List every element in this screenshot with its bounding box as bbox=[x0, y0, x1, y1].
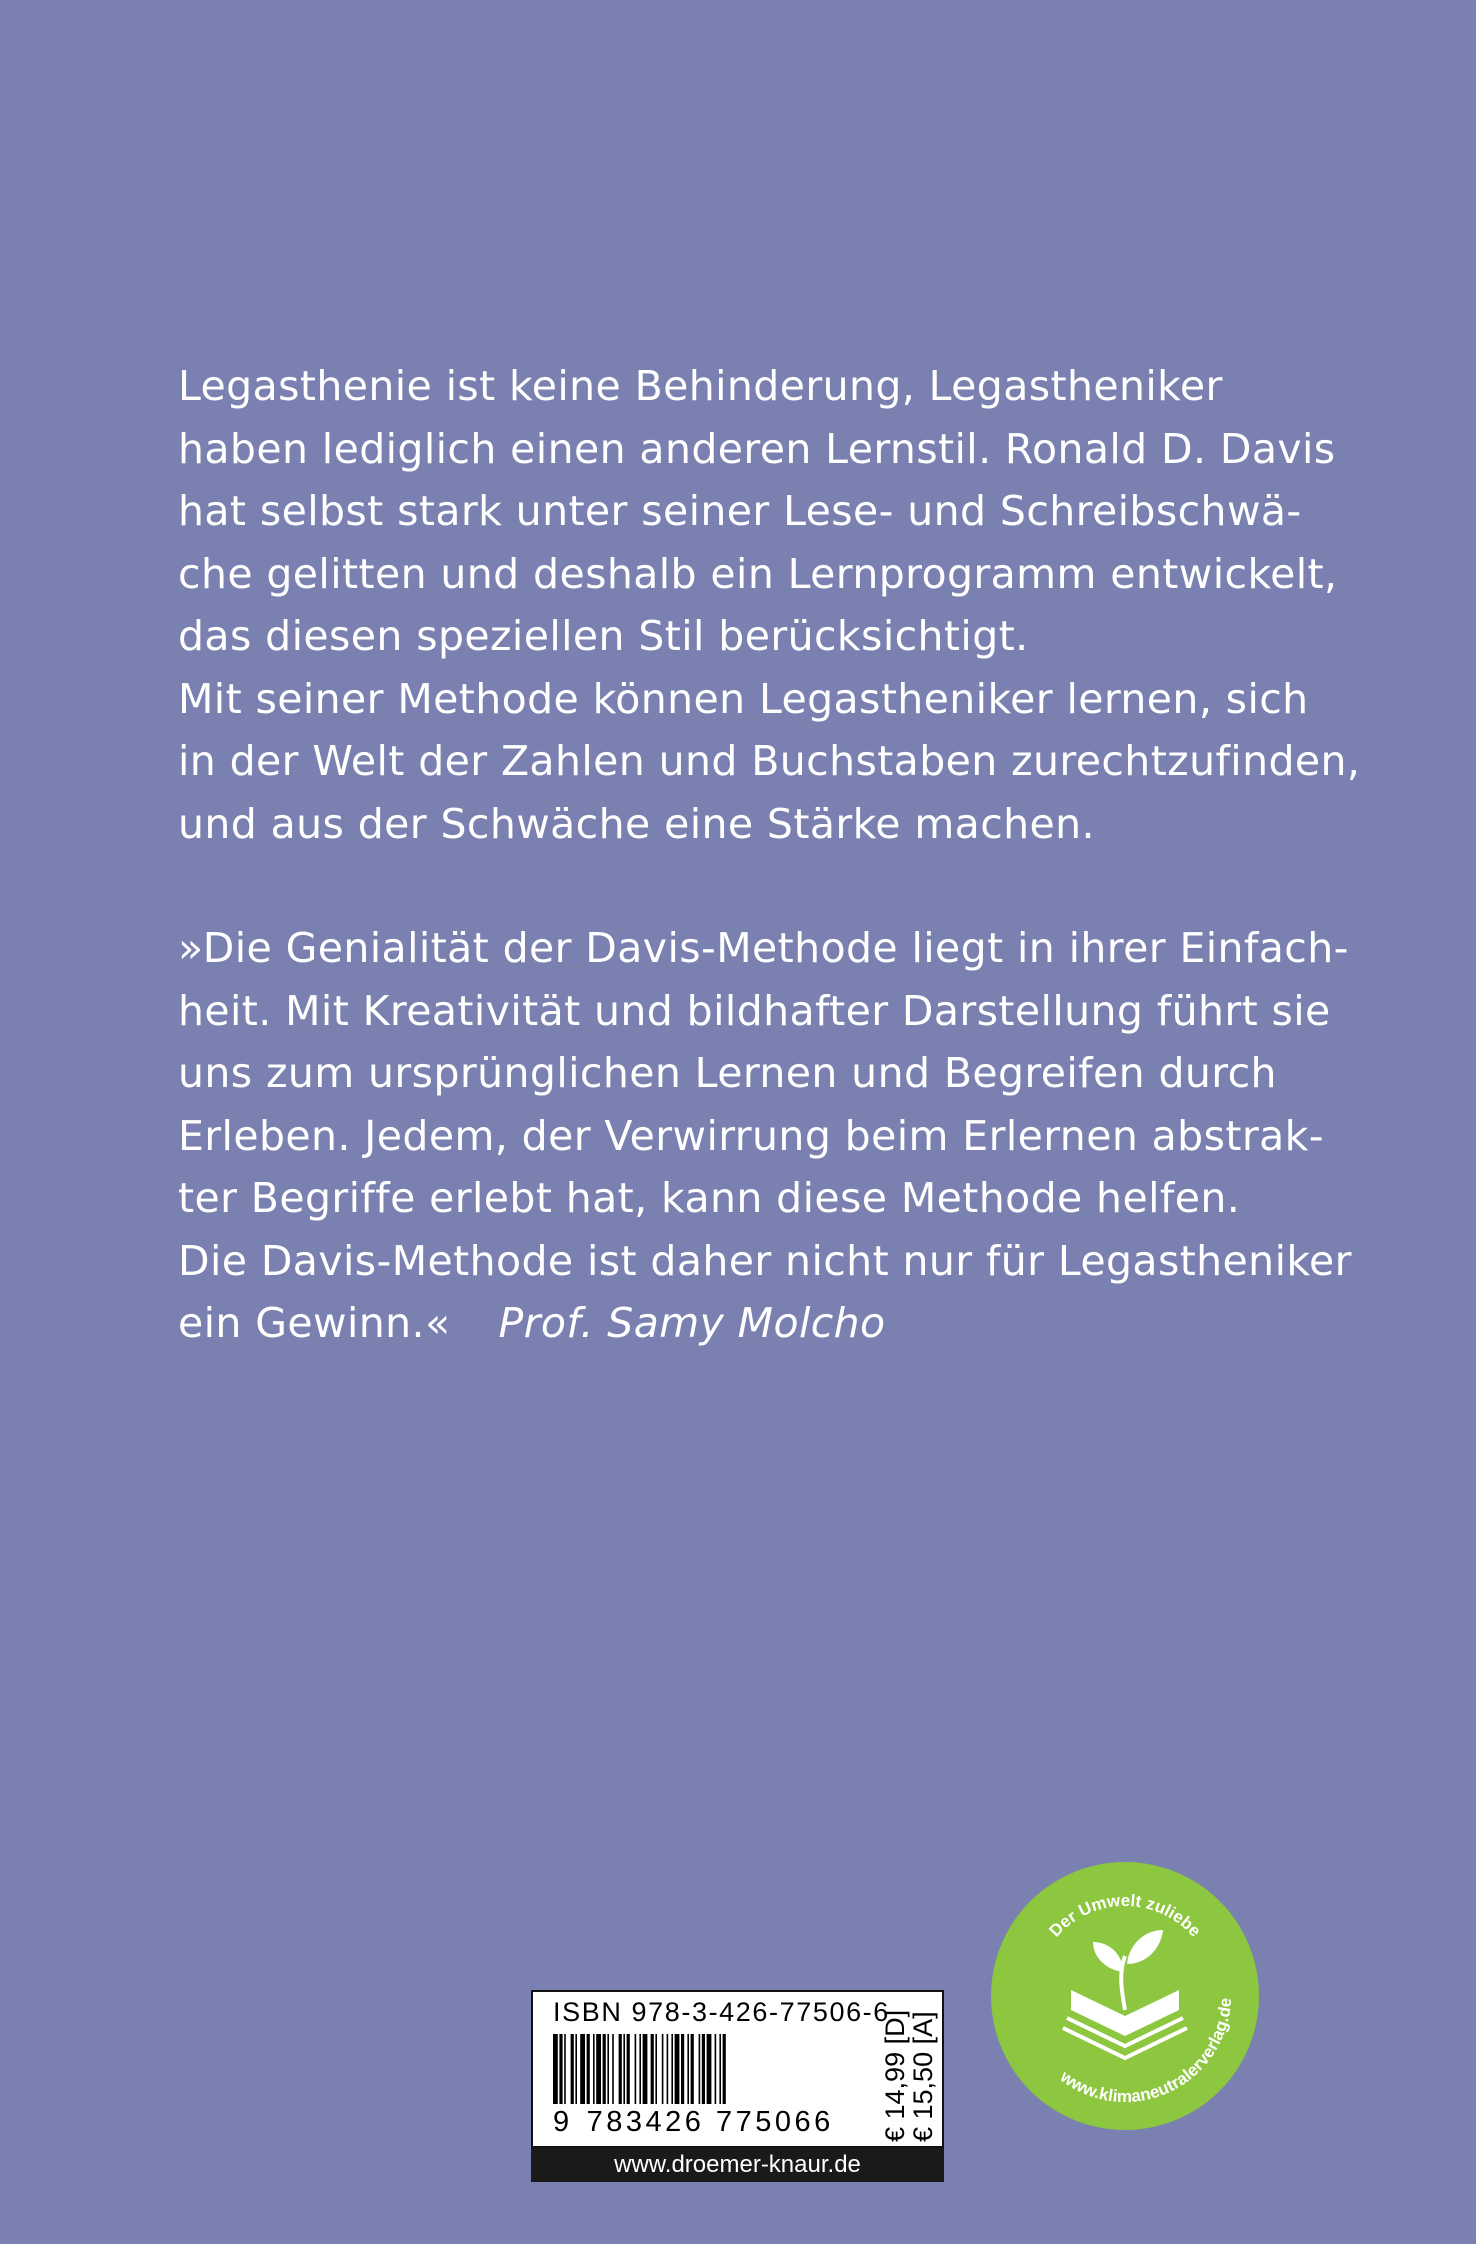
quote-line: ter Begriffe erlebt hat, kann diese Methode helfen. bbox=[178, 1174, 1241, 1222]
quote-line: heit. Mit Kreativität und bildhafter Darstellung führt sie bbox=[178, 986, 1331, 1035]
badge-top-text: Der Umwelt zuliebe bbox=[1045, 1890, 1205, 1941]
barcode-bar bbox=[575, 2034, 577, 2104]
barcode-bar bbox=[662, 2034, 664, 2104]
quote-line: Die Davis-Methode ist daher nicht nur für Legastheniker bbox=[178, 1236, 1352, 1285]
barcode-bar bbox=[627, 2034, 630, 2104]
barcode-bar bbox=[643, 2034, 648, 2104]
ean-group-2: 775066 bbox=[715, 2106, 834, 2138]
barcode-bar bbox=[699, 2034, 701, 2104]
barcode-bar bbox=[635, 2034, 637, 2104]
quote-line: uns zum ursprünglichen Lernen und Begreifen durch bbox=[178, 1049, 1277, 1097]
quote-end: ein Gewinn.« bbox=[178, 1299, 451, 1347]
barcode-bar bbox=[564, 2034, 566, 2104]
barcode-bar bbox=[603, 2034, 606, 2104]
barcode-bars bbox=[553, 2034, 871, 2104]
climate-neutral-badge bbox=[989, 1860, 1261, 2132]
barcode-bar bbox=[607, 2034, 609, 2104]
isbn-number: ISBN 978-3-426-77506-6 bbox=[553, 1997, 890, 2027]
blurb-line: in der Welt der Zahlen und Buchstaben zurechtzufinden, bbox=[178, 737, 1361, 785]
barcode-bar bbox=[687, 2034, 689, 2104]
barcode-bar bbox=[571, 2034, 574, 2104]
barcode-bar bbox=[671, 2034, 673, 2104]
paragraph-gap bbox=[178, 855, 1338, 917]
barcode-bar bbox=[667, 2034, 669, 2104]
barcode-bar bbox=[655, 2034, 657, 2104]
barcode-bar bbox=[619, 2034, 622, 2104]
ean-digits bbox=[553, 2106, 871, 2139]
barcode-bar bbox=[587, 2034, 590, 2104]
badge-bottom-text: www.klimaneutralerverlag.de bbox=[1056, 1997, 1236, 2107]
ean-first-digit: 9 bbox=[553, 2106, 573, 2138]
blurb-line: und aus der Schwäche eine Stärke machen. bbox=[178, 799, 1095, 848]
isbn-barcode bbox=[531, 1990, 944, 2148]
ean-group-1: 783426 bbox=[586, 2106, 705, 2138]
barcode-bar bbox=[675, 2034, 680, 2104]
barcode-bar bbox=[707, 2034, 712, 2104]
barcode-bar bbox=[719, 2034, 721, 2104]
blurb-line: das diesen speziellen Stil berücksichtigt. bbox=[178, 612, 1029, 660]
barcode-bar bbox=[580, 2034, 585, 2104]
barcode-bar bbox=[639, 2034, 641, 2104]
price-germany: € 14,99 [D] bbox=[880, 2009, 910, 2142]
quote-last-line bbox=[178, 1292, 1338, 1355]
quote-line: Erleben. Jedem, der Verwirrung beim Erlernen abstrak- bbox=[178, 1111, 1324, 1160]
back-cover-blurb bbox=[178, 355, 1361, 1355]
barcode-bar bbox=[651, 2034, 654, 2104]
blurb-line: hat selbst stark unter seiner Lese- und Schreibschwä- bbox=[178, 487, 1302, 535]
barcode-bar bbox=[715, 2034, 717, 2104]
quote-line: »Die Genialität der Davis-Methode liegt in ihrer Einfach- bbox=[178, 924, 1349, 972]
barcode-bar bbox=[723, 2034, 726, 2104]
barcode-bar bbox=[612, 2034, 614, 2104]
blurb-line: Mit seiner Methode können Legastheniker lernen, sich bbox=[178, 674, 1309, 723]
price-austria: € 15,50 [A] bbox=[908, 2011, 938, 2142]
barcode-bar bbox=[681, 2034, 684, 2104]
blurb-line: che gelitten und deshalb ein Lernprogramm entwickelt, bbox=[178, 549, 1338, 598]
quote-author: Prof. Samy Molcho bbox=[498, 1299, 886, 1347]
barcode-bar bbox=[593, 2034, 595, 2104]
barcode-bar bbox=[702, 2034, 705, 2104]
publisher-url: www.droemer-knaur.de bbox=[531, 2148, 944, 2182]
barcode-bar bbox=[559, 2034, 562, 2104]
barcode-bar bbox=[553, 2034, 558, 2104]
blurb-line: Legasthenie ist keine Behinderung, Legastheniker bbox=[178, 362, 1223, 410]
barcode-bar bbox=[691, 2034, 694, 2104]
blurb-line: haben lediglich einen anderen Lernstil. Ronald D. Davis bbox=[178, 424, 1336, 473]
barcode-bar bbox=[623, 2034, 625, 2104]
barcode-bar bbox=[596, 2034, 601, 2104]
